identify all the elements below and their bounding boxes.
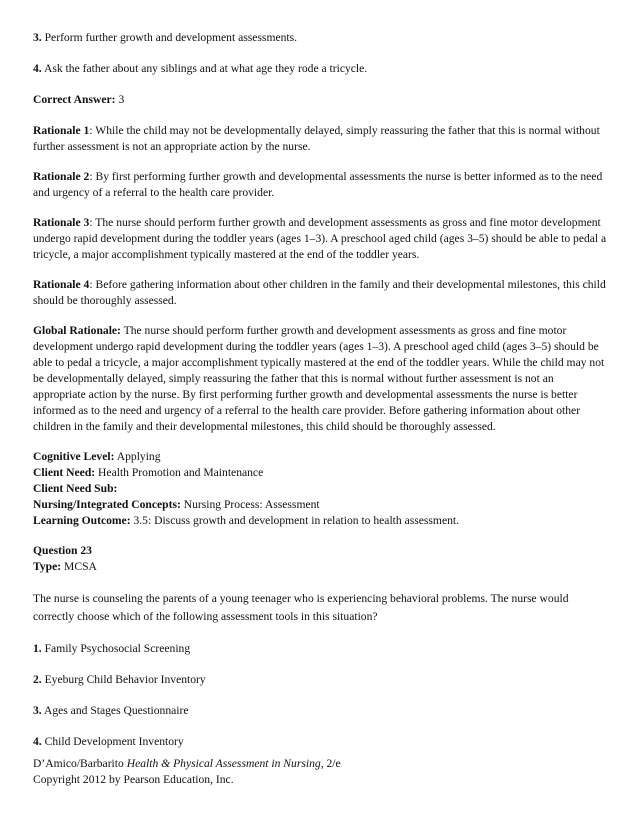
meta-value: Health Promotion and Maintenance	[95, 466, 264, 479]
question-title	[33, 543, 608, 559]
option-text: Family Psychosocial Screening	[41, 642, 191, 655]
rationale-text: : Before gathering information about other children in the family and their developmental milestones, this child should be thoroughly assessed.	[33, 278, 606, 307]
question-type-value: MCSA	[61, 560, 97, 573]
correct-answer	[33, 92, 608, 108]
learning-outcome	[33, 513, 608, 529]
meta-value: Nursing Process: Assessment	[180, 498, 320, 511]
meta-value: Applying	[114, 450, 161, 463]
question-stem: The nurse is counseling the parents of a young teenager who is experiencing behavioral problems. The nurse would correctly choose which of the following assessment tools in this situation?	[33, 592, 569, 623]
client-need-sub	[33, 481, 608, 497]
rationale-text: : While the child may not be developmentally delayed, simply reassuring the father that this is normal without further assessment is not an appropriate action by the nurse.	[33, 124, 600, 153]
nursing-concepts	[33, 497, 608, 513]
footer-book-title: Health & Physical Assessment in Nursing	[126, 757, 321, 770]
rationale-2	[33, 169, 608, 201]
question-option-3	[33, 703, 608, 719]
rationale-text: : By first performing further growth and developmental assessments the nurse is better informed as to the need and urgency of a referral to the health care provider.	[33, 170, 603, 199]
rationale-label: Rationale 3	[33, 216, 90, 229]
question-option-1	[33, 641, 608, 657]
answer-option-3	[33, 30, 608, 46]
rationale-label: Rationale 2	[33, 170, 90, 183]
global-rationale-text: The nurse should perform further growth and development assessments as gross and fine motor development undergo rapid development during the toddler years (ages 1–3). A preschool aged child (ages 3–5) should be able to pedal a tricycle, a major accomplishment typically mastered at the end of the toddler years. While the child may not be developmentally delayed, simply reassuring the father that this is normal without further assessment is not an appropriate action by the nurse. By first performing further growth and developmental assessments the nurse is better informed as to the need and urgency of a referral to the health care provider. Before gathering information about other children in the family and their developmental milestones, this child should be thoroughly assessed.	[33, 324, 605, 433]
question-type	[33, 559, 608, 575]
option-text: Perform further growth and development assessments.	[44, 31, 298, 44]
footer-citation	[33, 756, 608, 772]
answer-option-4	[33, 61, 608, 77]
global-rationale	[33, 323, 608, 435]
rationale-4	[33, 277, 608, 309]
rationale-1	[33, 123, 608, 155]
correct-answer-label: Correct Answer:	[33, 93, 116, 106]
cognitive-level	[33, 449, 608, 465]
option-number: 3.	[33, 704, 42, 717]
question-option-4	[33, 734, 608, 750]
option-text: Ask the father about any siblings and at what age they rode a tricycle.	[43, 62, 368, 75]
meta-label: Learning Outcome:	[33, 514, 131, 527]
option-number: 2.	[33, 673, 42, 686]
rationale-text: : The nurse should perform further growth and development assessments as gross and fine motor development undergo rapid development during the toddler years (ages 1–3). A preschool aged child (ages 3–5) should be able to pedal a tricycle, a major accomplishment typically mastered at the end of the toddler years.	[33, 216, 607, 261]
option-text: Eyeburg Child Behavior Inventory	[41, 673, 206, 686]
global-rationale-label: Global Rationale:	[33, 324, 121, 337]
client-need	[33, 465, 608, 481]
meta-label: Cognitive Level:	[33, 450, 115, 463]
rationale-label: Rationale 1	[33, 124, 90, 137]
option-number: 3.	[33, 31, 42, 44]
meta-label: Nursing/Integrated Concepts:	[33, 498, 181, 511]
footer-edition: , 2/e	[320, 757, 341, 770]
option-number: 4.	[33, 735, 42, 748]
question-title-text: Question 23	[33, 544, 92, 557]
question-option-2	[33, 672, 608, 688]
rationale-label: Rationale 4	[33, 278, 90, 291]
footer-authors: D’Amico/Barbarito	[33, 757, 127, 770]
option-text: Ages and Stages Questionnaire	[41, 704, 189, 717]
option-text: Child Development Inventory	[41, 735, 184, 748]
meta-label: Client Need:	[33, 466, 96, 479]
question-type-label: Type:	[33, 560, 62, 573]
meta-value: 3.5: Discuss growth and development in relation to health assessment.	[130, 514, 460, 527]
footer-copyright: Copyright 2012 by Pearson Education, Inc.	[33, 773, 234, 786]
rationale-3	[33, 215, 608, 263]
option-number: 4.	[33, 62, 42, 75]
document-page	[33, 30, 608, 750]
page-footer	[33, 756, 608, 788]
correct-answer-value: 3	[118, 93, 125, 106]
option-number: 1.	[33, 642, 42, 655]
meta-label: Client Need Sub:	[33, 482, 118, 495]
